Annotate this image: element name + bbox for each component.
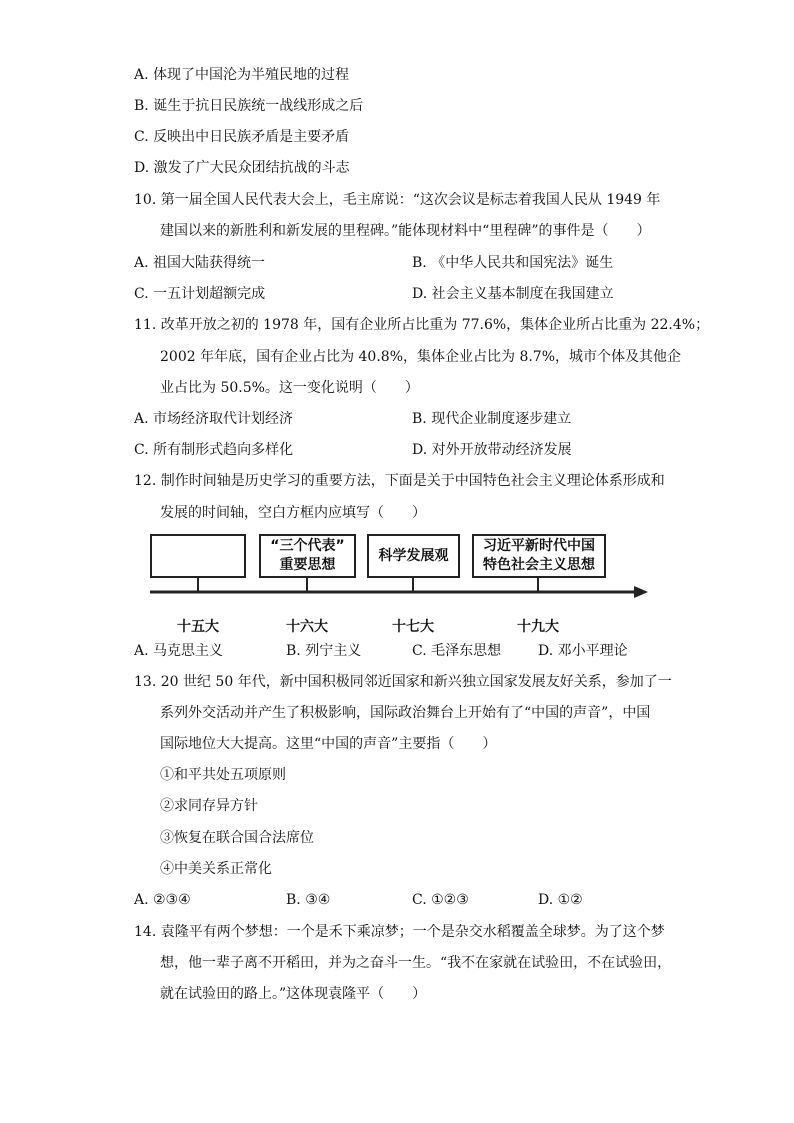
q12-option-c: C. 毛泽东思想 xyxy=(412,643,502,659)
timeline-label-19th: 十九大 xyxy=(517,619,559,635)
timeline-label-17th: 十七大 xyxy=(392,619,434,635)
q10-stem-line1: 10. 第一届全国人民代表大会上，毛主席说：“这次会议是标志着我国人民从 1949 年 xyxy=(134,192,661,208)
q11-option-a: A. 市场经济取代计划经济 xyxy=(134,411,294,427)
q10-option-a: A. 祖国大陆获得统一 xyxy=(134,255,266,271)
q10-option-d: D. 社会主义基本制度在我国建立 xyxy=(412,286,614,302)
q13-stem-line2: 系列外交活动并产生了积极影响，国际政治舞台上开始有了“中国的声音”，中国 xyxy=(160,705,651,721)
q12-option-b: B. 列宁主义 xyxy=(286,643,362,659)
q9-option-c: C. 反映出中日民族矛盾是主要矛盾 xyxy=(134,129,350,145)
timeline-label-15th: 十五大 xyxy=(177,619,219,635)
q12-stem-line1: 12. 制作时间轴是历史学习的重要方法，下面是关于中国特色社会主义理论体系形成和 xyxy=(134,473,665,489)
q13-option-a: A. ②③④ xyxy=(134,892,191,908)
q13-option-d: D. ①② xyxy=(538,892,583,908)
q13-option-b: B. ③④ xyxy=(286,892,331,908)
q12-option-d: D. 邓小平理论 xyxy=(538,643,628,659)
q11-option-c: C. 所有制形式趋向多样化 xyxy=(134,442,294,458)
q11-stem-line3: 业占比为 50.5%。这一变化说明（ ） xyxy=(160,380,419,396)
q13-item-1: ①和平共处五项原则 xyxy=(160,767,286,783)
timeline-box-blank xyxy=(150,534,246,578)
q13-item-3: ③恢复在联合国合法席位 xyxy=(160,830,314,846)
timeline-label-16th: 十六大 xyxy=(286,619,328,635)
q9-option-d: D. 激发了广大民众团结抗战的斗志 xyxy=(134,160,350,176)
timeline-box-three-represents: “三个代表” 重要思想 xyxy=(259,534,356,578)
q10-option-c: C. 一五计划超额完成 xyxy=(134,286,266,302)
timeline-box-xi-thought: 习近平新时代中国 特色社会主义思想 xyxy=(472,534,606,578)
q14-stem-line1: 14. 袁隆平有两个梦想：一个是禾下乘凉梦；一个是杂交水稻覆盖全球梦。为了这个梦 xyxy=(134,924,665,940)
q13-stem-line3: 国际地位大大提高。这里“中国的声音”主要指（ ） xyxy=(160,736,497,752)
q12-option-a: A. 马克思主义 xyxy=(134,643,224,659)
q13-item-4: ④中美关系正常化 xyxy=(160,861,272,877)
timeline-box-scientific-outlook: 科学发展观 xyxy=(367,534,460,578)
q9-option-a: A. 体现了中国沦为半殖民地的过程 xyxy=(134,67,350,83)
q12-stem-line2: 发展的时间轴，空白方框内应填写（ ） xyxy=(160,505,426,521)
q14-stem-line3: 就在试验田的路上。”这体现袁隆平（ ） xyxy=(160,986,427,1002)
q9-option-b: B. 诞生于抗日民族统一战线形成之后 xyxy=(134,98,364,114)
q11-option-b: B. 现代企业制度逐步建立 xyxy=(412,411,572,427)
q14-stem-line2: 想，他一辈子离不开稻田，并为之奋斗一生。“我不在家就在试验田，不在试验田， xyxy=(160,955,672,971)
q13-stem-line1: 13. 20 世纪 50 年代，新中国积极同邻近国家和新兴独立国家发展友好关系，参加了一 xyxy=(134,674,672,690)
q11-stem-line2: 2002 年年底，国有企业占比为 40.8%，集体企业占比为 8.7%，城市个体及其他企 xyxy=(160,349,682,365)
q10-option-b: B. 《中华人民共和国宪法》诞生 xyxy=(412,255,614,271)
q10-stem-line2: 建国以来的新胜利和新发展的里程碑。”能体现材料中“里程碑”的事件是（ ） xyxy=(160,223,651,239)
q13-option-c: C. ①②③ xyxy=(412,892,469,908)
timeline-axis-arrow xyxy=(150,584,648,600)
q11-stem-line1: 11. 改革开放之初的 1978 年，国有企业所占比重为 77.6%，集体企业所占比重为 22.4%； xyxy=(134,317,710,333)
q11-option-d: D. 对外开放带动经济发展 xyxy=(412,442,572,458)
q13-item-2: ②求同存异方针 xyxy=(160,798,258,814)
